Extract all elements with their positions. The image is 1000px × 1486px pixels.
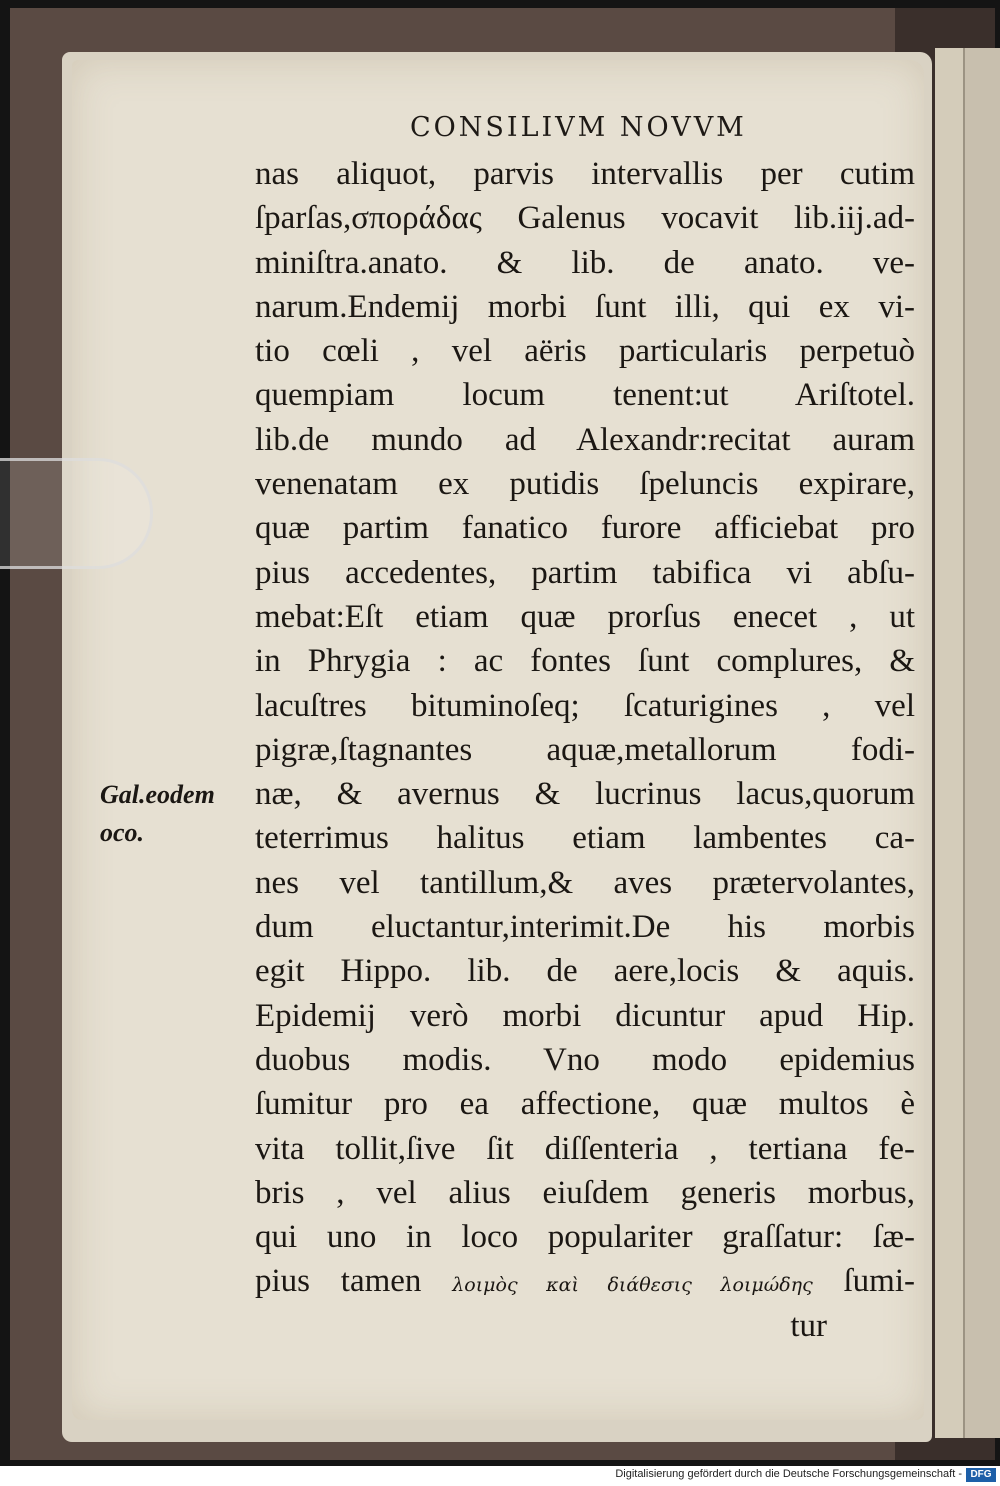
- footer-credit: Digitalisierung gefördert durch die Deutsche Forschungsgemeinschaft -: [615, 1468, 962, 1480]
- text-line: duobus modis. Vno modo epidemius: [255, 1041, 915, 1078]
- text-line: egit Hippo. lib. de aere,locis & aquis.: [255, 953, 915, 990]
- text-line-suffix: ſumi-: [843, 1263, 916, 1300]
- greek-phrase: λοιμὸς καὶ διάθεσις λοιμώδης: [452, 1274, 813, 1297]
- page-clip: [0, 458, 153, 569]
- text-line: vita tollit,ſive ſit diſſenteria , tertiana fe-: [255, 1130, 915, 1167]
- text-line: Epidemij verò morbi dicuntur apud Hip.: [255, 997, 915, 1034]
- catchword-text: tur: [790, 1307, 827, 1344]
- body-text: [255, 152, 915, 1348]
- text-line: bris , vel alius eiuſdem generis morbus,: [255, 1174, 915, 1211]
- text-line: pigræ,ſtagnantes aquæ,metallorum fodi-: [255, 731, 915, 768]
- text-line: qui uno in loco populariter graſſatur: ſæ-: [255, 1219, 915, 1256]
- text-line: mebat:Eſt etiam quæ prorſus enecet , ut: [255, 598, 915, 635]
- text-line: [255, 1259, 915, 1303]
- margin-note-line: oco.: [100, 818, 145, 847]
- facing-page-edge-inner: [963, 48, 1000, 1438]
- text-line: næ, & avernus & lucrinus lacus,quorum: [255, 776, 915, 813]
- catchword: [255, 1304, 915, 1348]
- text-line: in Phrygia : ac fontes ſunt complures, &: [255, 643, 915, 680]
- text-line: lib.de mundo ad Alexandr:recitat auram: [255, 421, 915, 458]
- running-header: CONSILIVM NOVVM: [410, 112, 747, 143]
- text-line: ſparſas,σποράδας Galenus vocavit lib.iij.ad-: [255, 200, 915, 237]
- text-line: pius accedentes, partim tabifica vi abſu-: [255, 554, 915, 591]
- footer-bar: [0, 1466, 1000, 1486]
- margin-note-line: Gal.eodem: [100, 780, 215, 809]
- text-line: teterrimus halitus etiam lambentes ca-: [255, 820, 915, 857]
- text-line: nes vel tantillum,& aves prætervolantes,: [255, 864, 915, 901]
- dfg-logo-icon: DFG: [966, 1468, 996, 1482]
- text-line: nas aliquot, parvis intervallis per cutim: [255, 156, 915, 192]
- text-line: narum.Endemij morbi ſunt illi, qui ex vi-: [255, 288, 915, 325]
- text-line: miniſtra.anato. & lib. de anato. ve-: [255, 244, 915, 281]
- text-line: quempiam locum tenent:ut Ariſtotel.: [255, 377, 915, 414]
- margin-note: [100, 776, 215, 852]
- text-line: dum eluctantur,interimit.De his morbis: [255, 909, 915, 946]
- text-line-prefix: pius tamen: [255, 1263, 422, 1300]
- text-line: quæ partim fanatico furore afficiebat pro: [255, 510, 915, 547]
- text-line: lacuſtres bituminoſeq; ſcaturigines , vel: [255, 687, 915, 724]
- text-line: ſumitur pro ea affectione, quæ multos è: [255, 1086, 915, 1123]
- text-line: venenatam ex putidis ſpeluncis expirare,: [255, 466, 915, 503]
- text-line: tio cœli , vel aëris particularis perpetuò: [255, 333, 915, 370]
